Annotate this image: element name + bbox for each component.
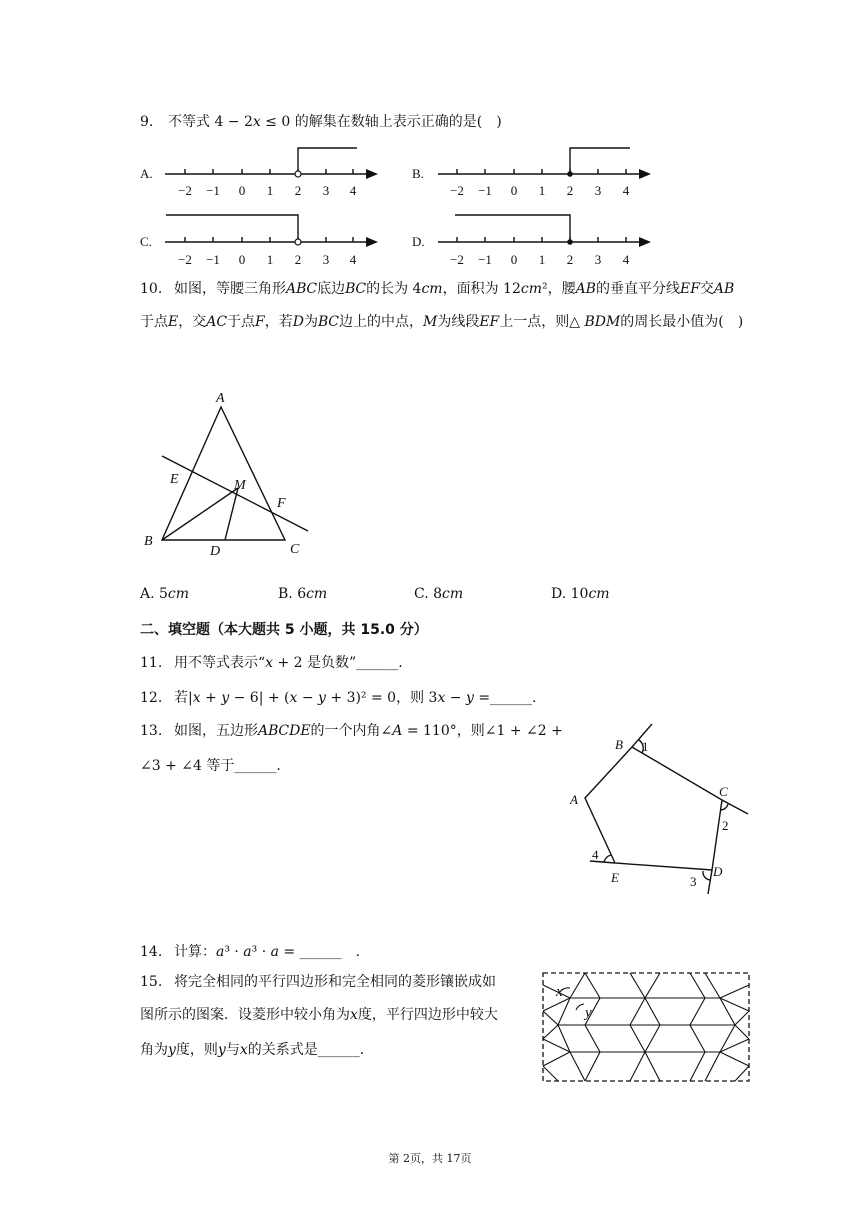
q14-text: 计算：𝑎³ · 𝑎³ · 𝑎 = ______ . xyxy=(174,944,361,960)
q9-option-b-label: B. xyxy=(412,166,424,181)
svg-text:2: 2 xyxy=(294,252,302,267)
section-title: 二、填空题（本大题共 5 小题，共 15.0 分） xyxy=(140,622,428,638)
q15-text-line1: 将完全相同的平行四边形和完全相同的菱形镶嵌成如 xyxy=(174,974,496,990)
q10-text-line2: 于点𝐸，交𝐴𝐶于点𝐹，若𝐷为𝐵𝐶边上的中点，𝑀为线段𝐸𝐹上一点，则△ 𝐵𝐷𝑀的周长最小值为( ) xyxy=(140,314,744,330)
q10-label-d: D xyxy=(210,544,221,559)
svg-text:−1: −1 xyxy=(206,183,220,198)
svg-text:3: 3 xyxy=(594,183,602,198)
svg-text:−2: −2 xyxy=(450,252,464,267)
svg-text:−1: −1 xyxy=(206,252,220,267)
svg-text:4: 4 xyxy=(349,252,357,267)
q15-label-y: y xyxy=(585,1005,592,1021)
svg-text:0: 0 xyxy=(510,183,518,198)
q13-angle-1: 1 xyxy=(642,739,649,754)
q13-angle-3: 3 xyxy=(690,874,697,889)
svg-text:0: 0 xyxy=(510,252,518,267)
q9-number: 9. xyxy=(140,114,154,130)
q10-label-e: E xyxy=(170,472,179,487)
q13-label-b: B xyxy=(615,737,623,752)
q13-label-a: A xyxy=(570,792,578,807)
q13-number: 13. xyxy=(140,723,163,739)
q9-option-c-label: C. xyxy=(140,234,152,249)
q15-text-line2: 图所示的图案．设菱形中较小角为𝑥度，平行四边形中较大 xyxy=(140,1007,498,1023)
q10-label-a: A xyxy=(216,391,225,406)
svg-text:−2: −2 xyxy=(450,183,464,198)
svg-text:3: 3 xyxy=(594,252,602,267)
q10-label-c: C xyxy=(290,542,300,557)
q13-label-e: E xyxy=(611,870,619,885)
q13-text-line1: 如图，五边形𝐴𝐵𝐶𝐷𝐸的一个内角∠𝐴 = 110°，则∠1 + ∠2 + xyxy=(174,723,563,739)
svg-text:3: 3 xyxy=(322,252,330,267)
q10-label-f: F xyxy=(277,496,286,511)
q10-option-b: B. 6𝑐𝑚 xyxy=(278,586,328,602)
svg-text:1: 1 xyxy=(266,183,274,198)
q12-text: 若|𝑥 + 𝑦 − 6| + (𝑥 − 𝑦 + 3)² = 0，则 3𝑥 − 𝑦 =______. xyxy=(174,690,537,706)
svg-text:−1: −1 xyxy=(478,252,492,267)
svg-text:2: 2 xyxy=(566,183,574,198)
q13-pentagon-figure xyxy=(560,718,760,898)
page-footer: 第 2页，共 17页 xyxy=(388,1152,472,1165)
q10-text-line1: 如图，等腰三角形𝐴𝐵𝐶底边𝐵𝐶的长为 4𝑐𝑚，面积为 12𝑐𝑚²，腰𝐴𝐵的垂直平分线𝐸𝐹交𝐴𝐵 xyxy=(174,281,735,297)
svg-text:−2: −2 xyxy=(178,252,192,267)
q9-option-a-label: A. xyxy=(140,166,153,181)
svg-text:3: 3 xyxy=(322,183,330,198)
q15-label-x: x xyxy=(556,984,563,1000)
svg-text:2: 2 xyxy=(294,183,302,198)
svg-text:−1: −1 xyxy=(478,183,492,198)
q13-label-d: D xyxy=(713,864,723,879)
svg-text:1: 1 xyxy=(538,252,546,267)
q10-label-b: B xyxy=(144,534,153,549)
q10-label-m: M xyxy=(234,478,246,493)
svg-text:0: 0 xyxy=(238,252,246,267)
svg-text:−2: −2 xyxy=(178,183,192,198)
svg-text:4: 4 xyxy=(349,183,357,198)
q10-option-d: D. 10𝑐𝑚 xyxy=(551,586,610,602)
svg-text:1: 1 xyxy=(538,183,546,198)
q13-angle-4: 4 xyxy=(592,847,599,862)
q9-number-lines xyxy=(0,140,860,275)
q12-number: 12. xyxy=(140,690,163,706)
svg-text:2: 2 xyxy=(566,252,574,267)
q10-number: 10. xyxy=(140,281,163,297)
q10-option-a: A. 5𝑐𝑚 xyxy=(140,586,190,602)
q13-text-line2: ∠3 + ∠4 等于______. xyxy=(140,758,281,774)
q13-angle-2: 2 xyxy=(722,818,729,833)
svg-text:1: 1 xyxy=(266,252,274,267)
q11-text: 用不等式表示“𝑥 + 2 是负数”______. xyxy=(174,655,403,671)
q10-option-c: C. 8𝑐𝑚 xyxy=(414,586,464,602)
svg-text:4: 4 xyxy=(622,252,630,267)
q9-text: 不等式 4 − 2𝑥 ≤ 0 的解集在数轴上表示正确的是( ) xyxy=(168,114,502,130)
q15-tessellation-figure xyxy=(540,970,752,1084)
q11-number: 11. xyxy=(140,655,163,671)
q15-number: 15. xyxy=(140,974,163,990)
svg-text:0: 0 xyxy=(238,183,246,198)
q9-option-d-label: D. xyxy=(412,234,425,249)
q13-label-c: C xyxy=(719,784,728,799)
q15-text-line3: 角为𝑦度，则𝑦与𝑥的关系式是______. xyxy=(140,1042,365,1058)
q14-number: 14. xyxy=(140,944,163,960)
svg-text:4: 4 xyxy=(622,183,630,198)
q10-triangle-figure xyxy=(140,385,320,560)
